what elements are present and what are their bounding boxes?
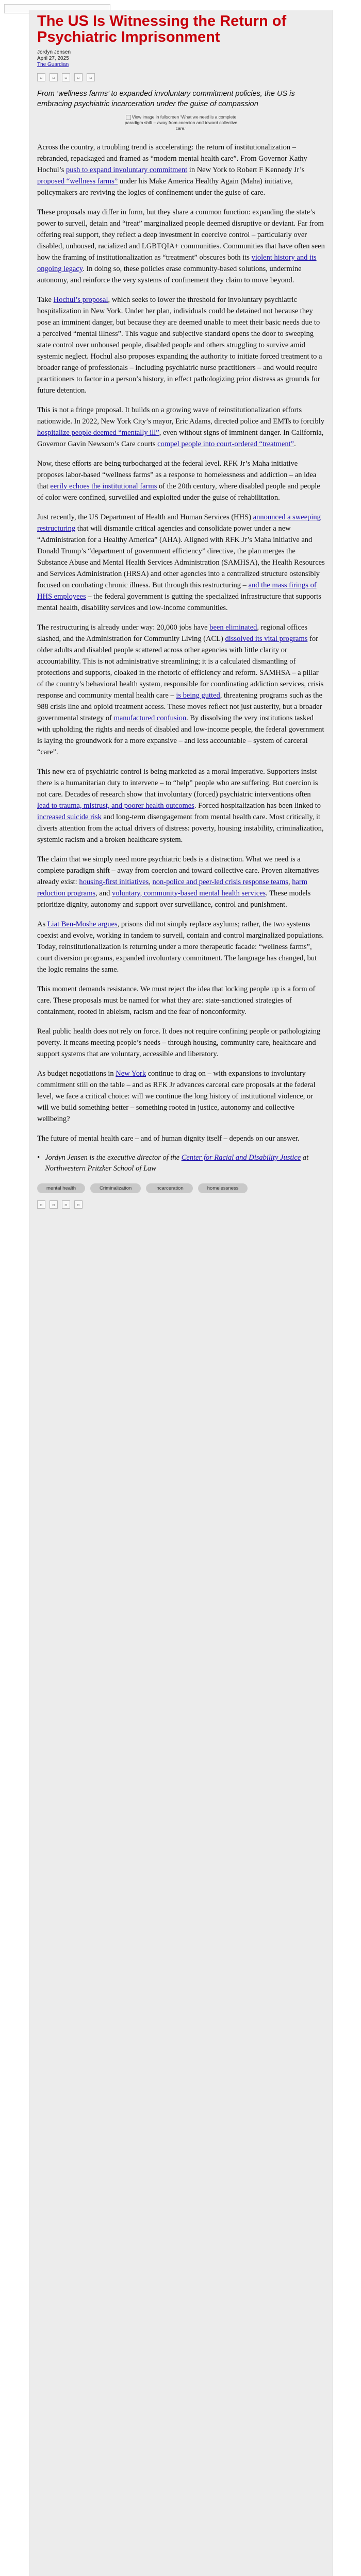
share-icon[interactable]: ▫ [74, 73, 83, 81]
article-text-run: , regional offices slashed, and the Administration for Community Living (ACL) [37, 623, 307, 643]
article-text-run: Just recently, the US Department of Health and Human Services (HHS) [37, 513, 253, 521]
article-inline-link[interactable]: hospitalize people deemed “mentally ill” [37, 429, 159, 437]
article-inline-link[interactable]: been eliminated [209, 623, 257, 632]
article-inline-link[interactable]: dissolved its vital programs [225, 635, 308, 643]
article-text-run: As budget negotiations in [37, 1070, 116, 1078]
author-bio [37, 1153, 325, 1174]
article-image[interactable] [124, 114, 238, 131]
article-paragraph [37, 919, 325, 975]
article-author: Jordyn Jensen [37, 49, 71, 55]
article-text-run: , and [95, 889, 112, 897]
article-text-run: The restructuring is already under way: 20,000 jobs have [37, 623, 210, 632]
article-inline-link[interactable]: push to expand involuntary commitment [65, 166, 188, 174]
article-paragraph [37, 1133, 325, 1144]
share-buttons [37, 73, 325, 81]
article-inline-link[interactable]: Liat Ben-Moshe argues [47, 920, 118, 928]
article-text-run: that will dismantle critical agencies and consolidate power under a new “Administration for a Healthy America” (AHA). Aligned with RFK Jr’s Maha initiative and Donald Trump’s “department of government efficiency” directive, the plan merges the Substance Abuse and Mental Health Services Administration (SAMHSA), the Health Resources and Services Administration (HRSA) and other agencies into a centralized structure ostensibly focused on combating chronic illness. But through this restructuring – [37, 524, 325, 589]
share-icon[interactable]: ▫ [37, 1200, 45, 1209]
tag-incarceration[interactable]: incarceration [146, 1183, 192, 1193]
article-inline-link[interactable]: increased suicide risk [37, 813, 102, 821]
article-text-run: – the federal government is gutting the specialized infrastructure that supports mental health, disability services and low-income communities. [37, 592, 321, 612]
article-inline-link[interactable]: proposed “wellness farms” [37, 177, 118, 185]
article-paragraph [37, 142, 325, 198]
article-paragraph [37, 1068, 325, 1125]
article-inline-link[interactable]: New York [116, 1070, 146, 1078]
article-text-run: . [294, 440, 296, 448]
article-inline-link[interactable]: non-police and peer-led crisis response teams [152, 878, 288, 886]
tag-list [37, 1183, 325, 1193]
article-text-run: Now, these efforts are being turbocharged at the federal level. RFK Jr’s Maha initiative proposes labor-based “wellness farms” as a response to homelessness and addiction – an idea that [37, 460, 317, 490]
article-text-run: This moment demands resistance. We must reject the idea that locking people up is a form of care. These proposals must be named for what they are: state-sanctioned strategies of containment, rooted in ableism, racism and the fear of nonconformity. [37, 985, 316, 1016]
article-text-run: of the 20th century, where disabled people and people of color were confined, surveilled and exploited under the guise of rehabilitation. [37, 482, 320, 502]
article-inline-link[interactable]: voluntary, community-based mental health services [111, 889, 266, 897]
article-text-run: Across the country, a troubling trend is accelerating: the return of institutionalization – rebranded, repackaged and framed as “modern mental health care”. From Governor Kathy Hochul’s [37, 143, 307, 174]
article-text-run: As [37, 920, 47, 928]
share-icon[interactable]: ▫ [74, 1200, 83, 1209]
article-paragraph [37, 1026, 325, 1060]
article-paragraph [37, 984, 325, 1018]
article-paragraph [37, 207, 325, 286]
article-text-run: The future of mental health care – and of human dignity itself – depends on our answer. [37, 1134, 300, 1143]
share-icon[interactable]: ▫ [37, 73, 45, 81]
bio-link[interactable]: Center for Racial and Disability Justice [181, 1154, 301, 1162]
article-text-run: This is not a fringe proposal. It builds on a growing wave of reinstitutionalization efforts nationwide. In 2022, New York City’s mayor, Eric Adams, directed police and EMTs to forcibly [37, 406, 324, 426]
article-inline-link[interactable]: violent history and its ongoing legacy [37, 253, 317, 273]
article-inline-link[interactable]: and the mass firings of HHS employees [37, 581, 317, 601]
article-paragraph [37, 854, 325, 910]
article-text-run: Real public health does not rely on force. It does not require confining people or pathologizing poverty. It means meeting people’s needs – through housing, community care, healthcare and support systems that are voluntary, accessible and liberatory. [37, 1027, 321, 1058]
tag-homelessness[interactable]: homelessness [198, 1183, 248, 1193]
author-bio-text: Jordyn Jensen is the executive director of the Center for Racial and Disability Justice at Northwestern Pritzker School of Law [45, 1154, 309, 1173]
article-inline-link[interactable]: lead to trauma, mistrust, and poorer health outcomes [37, 802, 194, 810]
share-icon[interactable]: ▫ [50, 1200, 58, 1209]
share-icon[interactable]: ▫ [50, 73, 58, 81]
article-text-run: . By dissolving the very institutions tasked with upholding the rights and needs of disabled and low-income people, the federal government is laying the groundwork for a more expansive – and less accountable – system of carceral “care”. [37, 714, 324, 756]
article-text-run: , even without signs of imminent danger. In California, Governor Gavin Newsom’s Care courts [37, 429, 324, 448]
article-text-run: , threatening programs such as the 988 crisis line and opioid treatment access. These moves reflect not just austerity, but a broader governmental strategy of [37, 691, 322, 722]
article-text-run: . In doing so, these policies erase community-based solutions, undermine autonomy, and reinforce the very systems of confinement they claim to move beyond. [37, 265, 302, 284]
article-paragraph [37, 458, 325, 503]
article-text-run: under his Make America Healthy Again (Maha) initiative, policymakers are reviving the logics of confinement under the guise of care. [37, 177, 293, 197]
image-caption: View image in fullscreen ‘What we need is a complete paradigm shift – away from coercion and toward collective care.’ [124, 114, 238, 131]
article-title: The US Is Witnessing the Return of Psychiatric Imprisonment [37, 13, 287, 45]
article-inline-link[interactable]: harm reduction programs [37, 878, 307, 897]
article-text-run: , [149, 878, 153, 886]
article-inline-link[interactable]: Hochul’s proposal [53, 296, 108, 304]
tag-mental-health[interactable]: mental health [37, 1183, 85, 1193]
broken-image-icon [126, 115, 131, 120]
article-paragraph [37, 512, 325, 614]
article-text-run: , which seeks to lower the threshold for involuntary psychiatric hospitalization in New York. Under her plan, individuals could be detained not because they pose an imminent danger, but because they are deemed unable to meet their basic needs due to a perceived “mental illness”. This vague and subjective standard opens the door to sweeping state control over unhoused people, disabled people and others struggling to survive amid systemic neglect. Hochul also proposes expanding the authority to initiate forced treatment to a broader range of professionals – including psychiatric nurse practitioners – and would require practitioners to factor in a person’s history, in effect pathologizing prior distress as grounds for future detention. [37, 296, 322, 395]
article-source-link[interactable]: The Guardian [37, 62, 69, 67]
article-text-run: , [288, 878, 292, 886]
article-inline-link[interactable]: announced a sweeping restructuring [37, 513, 321, 533]
bullet-icon: • [37, 1154, 40, 1162]
article-date: April 27, 2025 [37, 56, 69, 61]
tag-criminalization[interactable]: Criminalization [90, 1183, 141, 1193]
article-inline-link[interactable]: eerily echoes the institutional farms [50, 482, 157, 490]
article-text-run: Take [37, 296, 54, 304]
article-paragraph [37, 622, 325, 758]
email-article-card [29, 10, 333, 2576]
article-inline-link[interactable]: housing-first initiatives [79, 878, 149, 886]
article-inline-link[interactable]: compel people into court-ordered “treatment” [157, 440, 294, 448]
article-paragraph [37, 294, 325, 396]
article-paragraph [37, 766, 325, 845]
article-text-run: for older adults and disabled people scattered across other agencies with little clarity or accountability. This is not administrative streamlining; it is a calculated dismantling of protections and supports, cloaked in the rhetoric of efficiency and reform. SAMHSA – a pillar of the country’s behavioral health system, responsible for coordinating addiction services, crisis response and community mental health care – [37, 635, 324, 700]
article-inline-link[interactable]: is being gutted [176, 691, 220, 700]
article-body [37, 142, 325, 1144]
article-text-run: . These models prioritize dignity, autonomy and support over surveillance, control and punishment. [37, 889, 311, 909]
article-standfirst: From ‘wellness farms’ to expanded involuntary commitment policies, the US is embracing psychiatric incarceration under the guise of compassion [37, 90, 295, 108]
share-buttons-bottom [37, 1200, 325, 1209]
article-text-run: and long-term disengagement from mental health care. Most critically, it diverts attention from the actual drivers of distress: poverty, housing instability, criminalization, systemic racism and a broken healthcare system. [37, 813, 324, 844]
share-icon[interactable]: ▫ [87, 73, 95, 81]
article-text-run: The claim that we simply need more psychiatric beds is a distraction. What we need is a complete paradigm shift – away from coercion and toward collective care. Proven alternatives already exist: [37, 855, 319, 886]
share-icon[interactable]: ▫ [62, 73, 70, 81]
article-text-run: . Forced hospitalization has been linked to [194, 802, 321, 810]
article-text-run: continue to drag on – with expansions to involuntary commitment still on the table – and as RFK Jr advances carceral care proposals at the federal level, we face a critical choice: will we continue the long history of institutional violence, or will we build something better – something rooted in justice, autonomy and collective wellbeing? [37, 1070, 316, 1123]
article-meta [37, 49, 325, 68]
article-text-run: , prisons did not simply replace asylums; rather, the two systems coexist and evolve, working in tandem to surveil, contain and control marginalized populations. Today, reinstitutionalization is returning under a more therapeutic facade: “wellness farms”, court diversion programs, expanded involuntary commitment. The language has changed, but the logic remains the same. [37, 920, 324, 974]
share-icon[interactable]: ▫ [62, 1200, 70, 1209]
article-text-run: in New York to Robert F Kennedy Jr’s [187, 166, 305, 174]
article-inline-link[interactable]: manufactured confusion [113, 714, 187, 722]
article-paragraph [37, 404, 325, 450]
article-text-run: These proposals may differ in form, but they share a common function: expanding the state’s power to surveil, detain and “treat” marginalized people deemed disruptive or deviant. Far from offering real support, they reflect a deep investment in coercive control – particularly over disabled, unhoused, racialized and LGBTQIA+ communities. Communities that have often seen how the framing of institutionalization as “treatment” obscures both its [37, 208, 325, 262]
article-text-run: This new era of psychiatric control is being marketed as a moral imperative. Supporters insist there is a humanitarian duty to intervene – to “help” people who are suffering. But coercion is not care. Decades of research show that involuntary (forced) psychiatric interventions often [37, 768, 318, 799]
